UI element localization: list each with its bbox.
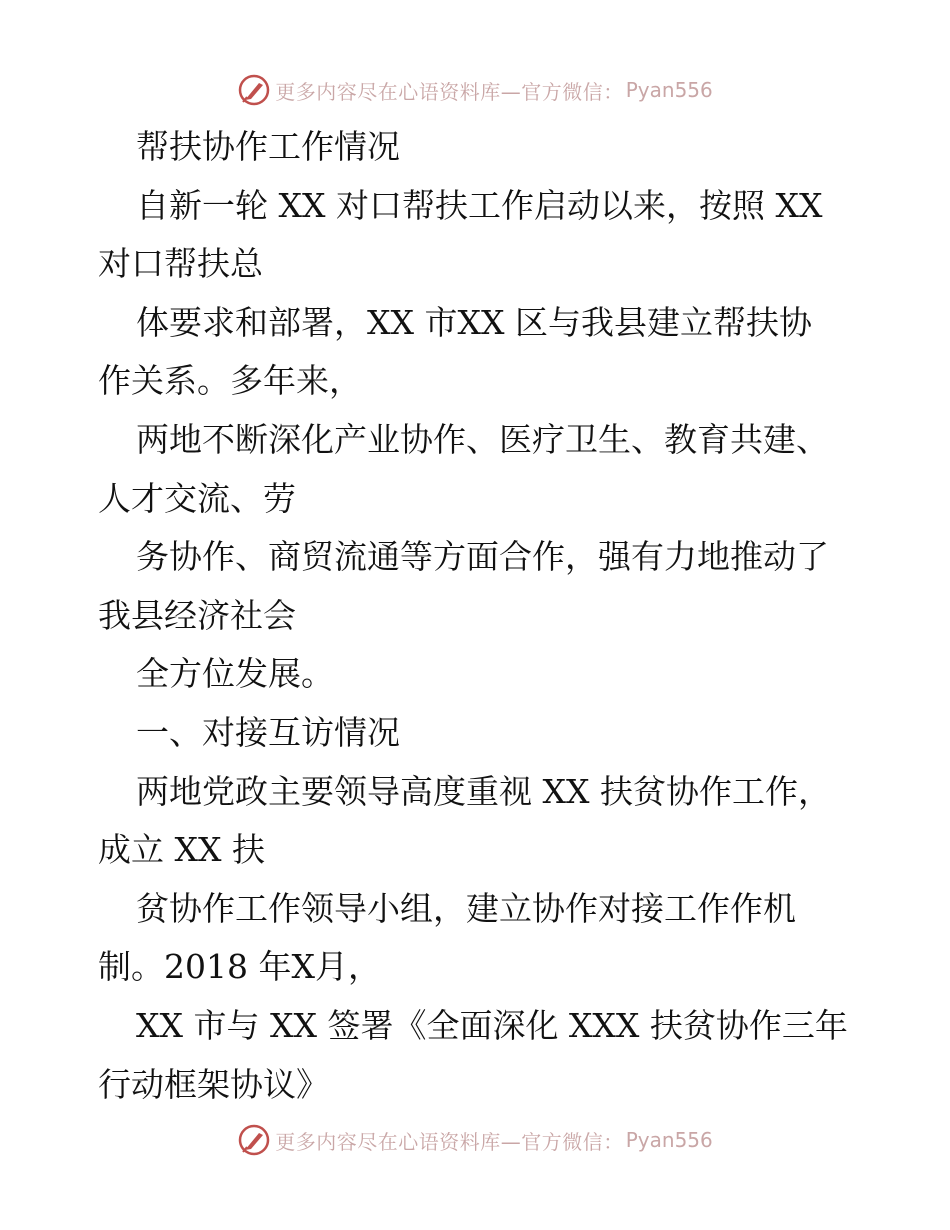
watermark-text: 更多内容尽在心语资料库—官方微信： (275, 79, 624, 104)
watermark-text: 更多内容尽在心语资料库—官方微信： (275, 1129, 624, 1154)
text-line: 制。2018 年X月， (98, 947, 381, 987)
document-title: 帮扶协作工作情况 (136, 127, 400, 166)
quill-logo-icon (237, 1123, 271, 1157)
quill-logo-icon (237, 73, 271, 107)
watermark-footer (0, 1122, 950, 1158)
section-heading: 一、对接互访情况 (136, 712, 400, 752)
text-line: 成立 XX 扶 (98, 830, 265, 870)
text-line: 两地党政主要领导高度重视 XX 扶贫协作工作， (136, 771, 831, 811)
text-line: 作关系。多年来， (98, 361, 362, 401)
watermark-handle: Pyan556 (625, 1128, 713, 1152)
watermark-header (0, 72, 950, 108)
text-line: 我县经济社会 (98, 595, 296, 635)
text-line: 务协作、商贸流通等方面合作，强有力地推动了 (136, 537, 829, 577)
text-line: 全方位发展。 (136, 654, 334, 694)
text-line: 行动框架协议》 (98, 1064, 329, 1104)
text-line: 人才交流、劳 (98, 478, 296, 518)
text-line: XX 市与 XX 签署《全面深化 XXX 扶贫协作三年 (136, 1005, 848, 1045)
text-line: 自新一轮 XX 对口帮扶工作启动以来，按照 XX (136, 185, 823, 225)
text-line: 体要求和部署，XX 市XX 区与我县建立帮扶协 (136, 302, 812, 342)
text-line: 两地不断深化产业协作、医疗卫生、教育共建、 (136, 419, 829, 459)
document-body (98, 118, 878, 1114)
text-line: 贫协作工作领导小组，建立协作对接工作作机 (136, 888, 796, 928)
text-line: 对口帮扶总 (98, 244, 263, 284)
watermark-handle: Pyan556 (625, 78, 713, 102)
